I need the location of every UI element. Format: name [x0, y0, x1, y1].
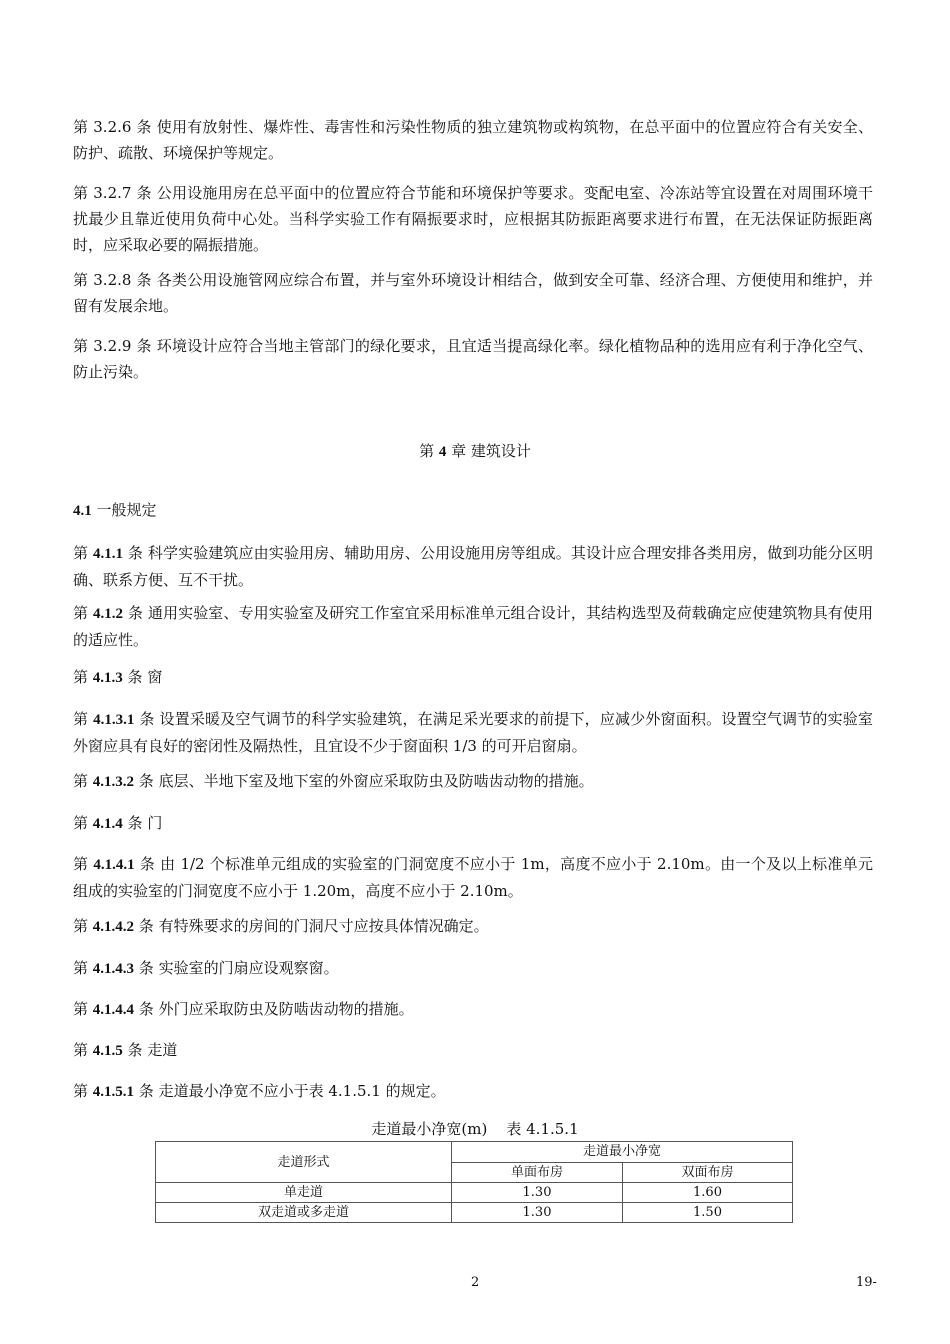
- chapter-heading: 第 4 章 建筑设计: [419, 442, 531, 460]
- header-single-side: 单面布房: [452, 1162, 623, 1183]
- table-caption: 走道最小净宽(m) 表 4.1.5.1: [371, 1120, 579, 1138]
- clause-4-1-1: 第 4.1.1 条 科学实验建筑应由实验用房、辅助用房、公用设施用房等组成。其设计应合理安排各类用房，做到功能分区明确、联系方便、互不干扰。: [73, 544, 873, 589]
- clause-4-1-4-4: 第 4.1.4.4 条 外门应采取防虫及防啮齿动物的措施。: [73, 1000, 414, 1018]
- clause-4-1-4-2: 第 4.1.4.2 条 有特殊要求的房间的门洞尺寸应按具体情况确定。: [73, 917, 489, 935]
- section-heading: 4.1 一般规定: [73, 501, 157, 519]
- cell-type: 双走道或多走道: [156, 1203, 452, 1223]
- clause-4-1-4-3: 第 4.1.4.3 条 实验室的门扇应设观察窗。: [73, 959, 339, 977]
- clause-number: 第 3.2.9 条: [73, 337, 152, 355]
- cell-type: 单走道: [156, 1183, 452, 1203]
- clause-4-1-5: 第 4.1.5 条 走道: [73, 1041, 178, 1059]
- clause-3-2-9: [73, 333, 873, 385]
- corridor-width-table: [155, 1141, 793, 1223]
- clause-3-2-6: [73, 114, 873, 166]
- clause-4-1-4: 第 4.1.4 条 门: [73, 814, 163, 832]
- page-number: 2: [471, 1275, 480, 1290]
- clause-4-1-2: 第 4.1.2 条 通用实验室、专用实验室及研究工作室宜采用标准单元组合设计，其结构选型及荷载确定应使建筑物具有使用的适应性。: [73, 604, 873, 649]
- cell-single: 1.30: [452, 1183, 623, 1203]
- clause-4-1-3-2: 第 4.1.3.2 条 底层、半地下室及地下室的外窗应采取防虫及防啮齿动物的措施。: [73, 772, 594, 790]
- table-row: [156, 1203, 793, 1223]
- clause-4-1-3-1: 第 4.1.3.1 条 设置采暖及空气调节的科学实验建筑，在满足采光要求的前提下，应减少外窗面积。设置空气调节的实验室外窗应具有良好的密闭性及隔热性，且宜设不少于窗面积 1/3 的可开启窗扇。: [73, 710, 873, 755]
- clause-text: 环境设计应符合当地主管部门的绿化要求，且宜适当提高绿化率。绿化植物品种的选用应有利于净化空气、防止污染。: [73, 337, 873, 381]
- clause-text: 公用设施用房在总平面中的位置应符合节能和环境保护等要求。变配电室、冷冻站等宜设置在对周围环境干扰最少且靠近使用负荷中心处。当科学实验工作有隔振要求时，应根据其防振距离要求进行布置，在无法保证防振距离时，应采取必要的隔振措施。: [73, 184, 873, 254]
- footer-right-mark: 19-: [856, 1275, 877, 1290]
- clause-number: 第 3.2.8 条: [73, 271, 152, 289]
- clause-4-1-3: 第 4.1.3 条 窗: [73, 668, 163, 686]
- cell-single: 1.30: [452, 1203, 623, 1223]
- clause-text: 使用有放射性、爆炸性、毒害性和污染性物质的独立建筑物或构筑物，在总平面中的位置应符合有关安全、防护、疏散、环境保护等规定。: [73, 118, 873, 162]
- header-min-width: 走道最小净宽: [452, 1142, 793, 1163]
- clause-text: 各类公用设施管网应综合布置，并与室外环境设计相结合，做到安全可靠、经济合理、方便使用和维护，并留有发展余地。: [73, 271, 873, 315]
- header-double-side: 双面布房: [623, 1162, 793, 1183]
- header-corridor-type: 走道形式: [156, 1142, 452, 1183]
- cell-double: 1.60: [623, 1183, 793, 1203]
- clause-4-1-4-1: 第 4.1.4.1 条 由 1/2 个标准单元组成的实验室的门洞宽度不应小于 1m，高度不应小于 2.10m。由一个及以上标准单元组成的实验室的门洞宽度不应小于 1.20m，高度不应小于 2.10m。: [73, 855, 873, 900]
- clause-number: 第 3.2.7 条: [73, 184, 152, 202]
- clause-3-2-7: [73, 180, 873, 258]
- cell-double: 1.50: [623, 1203, 793, 1223]
- table-row: [156, 1183, 793, 1203]
- clause-number: 第 3.2.6 条: [73, 118, 152, 136]
- clause-4-1-5-1: 第 4.1.5.1 条 走道最小净宽不应小于表 4.1.5.1 的规定。: [73, 1082, 446, 1100]
- table-header-row: [156, 1142, 793, 1163]
- clause-3-2-8: [73, 267, 873, 319]
